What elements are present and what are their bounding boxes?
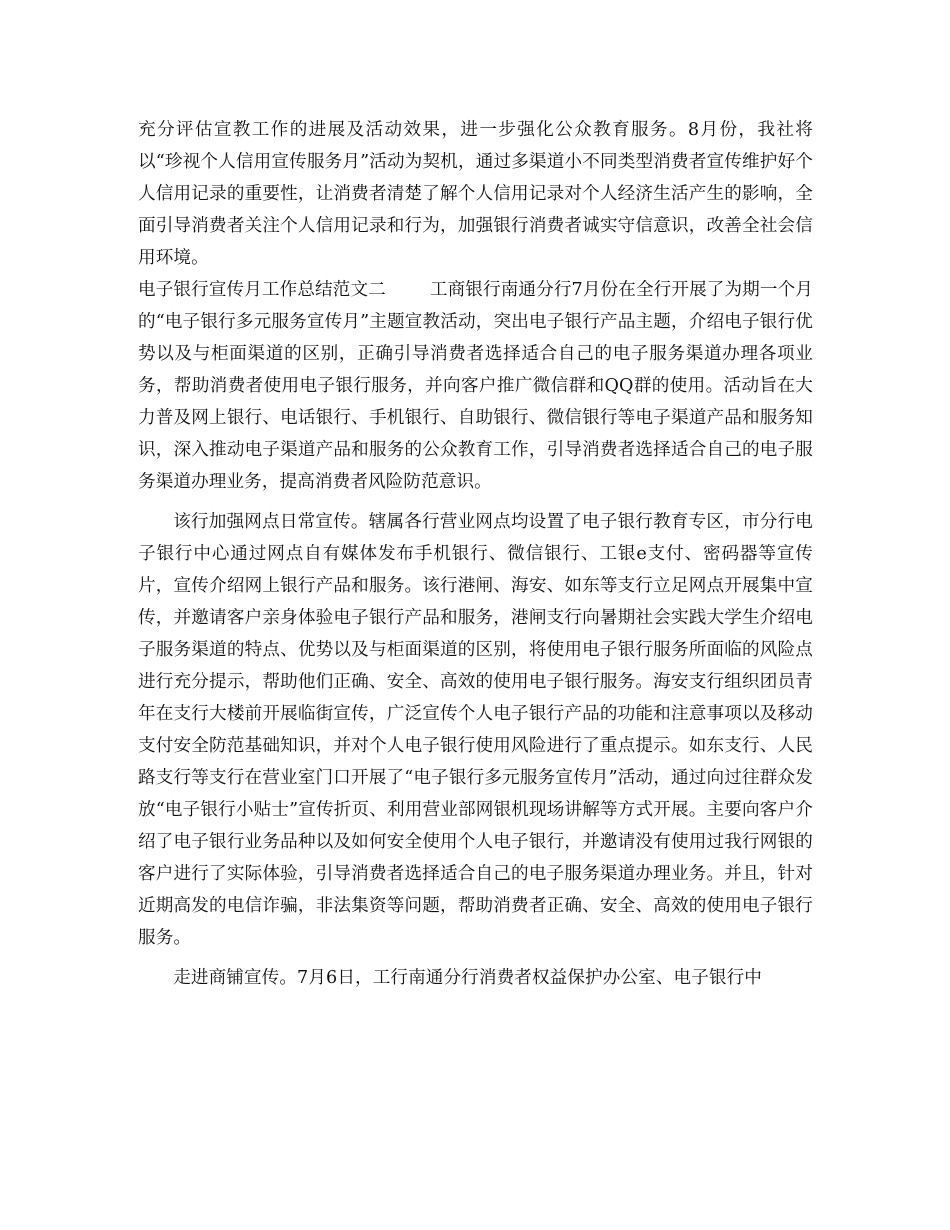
paragraph-branch-publicity: 该行加强网点日常宣传。辖属各行营业网点均设置了电子银行教育专区，市分行电子银行中心通过网点自有媒体发布手机银行、微信银行、工银e支付、密码器等宣传片，宣传介绍网上银行产品和服务。该行港闸、海安、如东等支行立足网点开展集中宣传，并邀请客户亲身体验电子银行产品和服务，港闸支行向暑期社会实践大学生介绍电子服务渠道的特点、优势以及与柜面渠道的区别，将使用电子银行服务所面临的风险点进行充分提示，帮助他们正确、安全、高效的使用电子银行服务。海安支行组织团员青年在支行大楼前开展临街宣传，广泛宣传个人电子银行产品的功能和注意事项以及移动支付安全防范基础知识，并对个人电子银行使用风险进行了重点提示。如东支行、人民路支行等支行在营业室门口开展了“电子银行多元服务宣传月”活动，通过向过往群众发放“电子银行小贴士”宣传折页、利用营业部网银机现场讲解等方式开展。主要向客户介绍了电子银行业务品种以及如何安全使用个人电子银行，并邀请没有使用过我行网银的客户进行了实际体验，引导消费者选择适合自己的电子服务渠道办理业务。并且，针对近期高发的电信诈骗，非法集资等问题，帮助消费者正确、安全、高效的使用电子银行服务。 bbox=[138, 512, 813, 948]
section-paragraph bbox=[138, 274, 813, 498]
paragraph-continuation: 充分评估宣教工作的进展及活动效果，进一步强化公众教育服务。8月份，我社将以“珍视个人信用宣传服务月”活动为契机，通过多渠道小不同类型消费者宣传维护好个人信用记录的重要性，让消费者清楚了解个人信用记录对个人经济生活产生的影响，全面引导消费者关注个人信用记录和行为，加强银行消费者诚实守信意识，改善全社会信用环境。 bbox=[138, 120, 813, 268]
paragraph-store-publicity: 走进商铺宣传。7月6日，工行南通分行消费者权益保护办公室、电子银行中 bbox=[173, 968, 762, 988]
section-title: 电子银行宣传月工作总结范文二 bbox=[138, 280, 386, 300]
section-intro-text: 工商银行南通分行7月份在全行开展了为期一个月的“电子银行多元服务宣传月”主题宣教活动，突出电子银行产品主题，介绍电子银行优势以及与柜面渠道的区别，正确引导消费者选择适合自己的电子服务渠道办理各项业务，帮助消费者使用电子银行服务，并向客户推广微信群和QQ群的使用。活动旨在大力普及网上银行、电话银行、手机银行、自助银行、微信银行等电子渠道产品和服务知识，深入推动电子渠道产品和服务的公众教育工作，引导消费者选择适合自己的电子服务渠道办理业务，提高消费者风险防范意识。 bbox=[138, 280, 813, 492]
paragraph-spacer bbox=[138, 498, 813, 506]
paragraph-spacer bbox=[138, 954, 813, 962]
document-body bbox=[138, 114, 813, 994]
